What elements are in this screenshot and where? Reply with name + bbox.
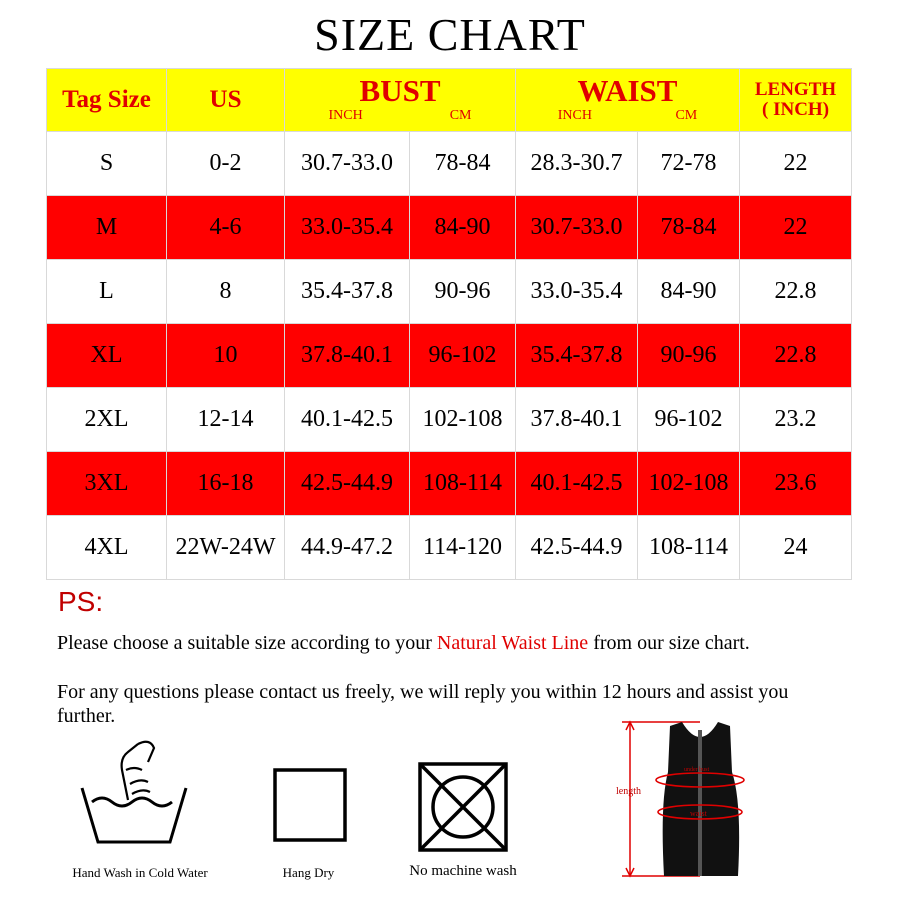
cell-waist-inch: 42.5-44.9 [516, 516, 638, 580]
cell-waist-inch: 37.8-40.1 [516, 388, 638, 452]
cell-bust-cm: 78-84 [410, 132, 516, 196]
cell-us: 16-18 [167, 452, 285, 516]
cell-bust-cm: 96-102 [410, 324, 516, 388]
table-row [47, 452, 852, 516]
cell-us: 22W-24W [167, 516, 285, 580]
bust-cm-label: CM [449, 108, 472, 123]
vest-diagram [600, 712, 860, 882]
table-header-row [47, 69, 852, 132]
cell-length: 22 [740, 196, 852, 260]
cell-tag: L [47, 260, 167, 324]
header-length: LENGTH ( INCH) [740, 69, 852, 132]
cell-bust-inch: 44.9-47.2 [285, 516, 410, 580]
cell-waist-cm: 90-96 [638, 324, 740, 388]
cell-tag: XL [47, 324, 167, 388]
header-tag-size: Tag Size [47, 69, 167, 132]
note-natural-waist: Please choose a suitable size according to your Natural Waist Line from our size chart. [57, 632, 750, 654]
waist-title: WAIST [577, 73, 678, 108]
cell-waist-cm: 102-108 [638, 452, 740, 516]
table-row [47, 132, 852, 196]
table-row [47, 260, 852, 324]
cell-waist-cm: 72-78 [638, 132, 740, 196]
page-title: SIZE CHART [314, 9, 586, 60]
no-machine-wash-icon [416, 760, 510, 854]
cell-length: 22 [740, 132, 852, 196]
cell-bust-inch: 37.8-40.1 [285, 324, 410, 388]
note-contact: For any questions please contact us freely, we will reply you within 12 hours and assist you further. [57, 681, 789, 727]
table-row [47, 324, 852, 388]
cell-waist-inch: 28.3-30.7 [516, 132, 638, 196]
cell-bust-cm: 84-90 [410, 196, 516, 260]
under-bust-label: under bust [684, 767, 710, 773]
cell-tag: 4XL [47, 516, 167, 580]
length-label: length [616, 786, 641, 797]
waist-cm-label: CM [675, 108, 698, 123]
cell-us: 8 [167, 260, 285, 324]
cell-us: 12-14 [167, 388, 285, 452]
cell-waist-inch: 35.4-37.8 [516, 324, 638, 388]
ps-label: PS: [58, 586, 104, 617]
bust-title: BUST [359, 73, 441, 108]
cell-waist-cm: 84-90 [638, 260, 740, 324]
cell-us: 10 [167, 324, 285, 388]
cell-bust-inch: 40.1-42.5 [285, 388, 410, 452]
cell-waist-inch: 30.7-33.0 [516, 196, 638, 260]
cell-waist-inch: 33.0-35.4 [516, 260, 638, 324]
header-waist [516, 69, 740, 132]
cell-bust-cm: 102-108 [410, 388, 516, 452]
cell-length: 23.2 [740, 388, 852, 452]
table-row [47, 196, 852, 260]
cell-length: 22.8 [740, 324, 852, 388]
hand-wash-caption: Hand Wash in Cold Water [72, 865, 208, 880]
table-row [47, 388, 852, 452]
cell-tag: S [47, 132, 167, 196]
cell-waist-cm: 78-84 [638, 196, 740, 260]
cell-length: 24 [740, 516, 852, 580]
cell-length: 22.8 [740, 260, 852, 324]
bust-inch-label: INCH [328, 108, 363, 123]
hang-dry-icon [273, 768, 347, 842]
hand-wash-icon [78, 740, 190, 848]
natural-waist-highlight: Natural Waist Line [436, 632, 589, 654]
cell-bust-cm: 114-120 [410, 516, 516, 580]
cell-us: 4-6 [167, 196, 285, 260]
size-table [46, 68, 852, 580]
cell-bust-cm: 90-96 [410, 260, 516, 324]
header-bust [285, 69, 516, 132]
cell-tag: 3XL [47, 452, 167, 516]
cell-bust-cm: 108-114 [410, 452, 516, 516]
cell-waist-cm: 96-102 [638, 388, 740, 452]
waist-inch-label: INCH [557, 108, 592, 123]
cell-bust-inch: 33.0-35.4 [285, 196, 410, 260]
cell-bust-inch: 35.4-37.8 [285, 260, 410, 324]
cell-bust-inch: 30.7-33.0 [285, 132, 410, 196]
cell-waist-inch: 40.1-42.5 [516, 452, 638, 516]
cell-tag: 2XL [47, 388, 167, 452]
cell-bust-inch: 42.5-44.9 [285, 452, 410, 516]
cell-length: 23.6 [740, 452, 852, 516]
no-machine-wash-caption: No machine wash [409, 863, 517, 879]
hang-dry-caption: Hang Dry [282, 865, 335, 880]
cell-waist-cm: 108-114 [638, 516, 740, 580]
waist-label: waist [690, 809, 707, 818]
cell-tag: M [47, 196, 167, 260]
cell-us: 0-2 [167, 132, 285, 196]
table-row [47, 516, 852, 580]
vest-illustration [600, 712, 860, 882]
header-us: US [167, 69, 285, 132]
